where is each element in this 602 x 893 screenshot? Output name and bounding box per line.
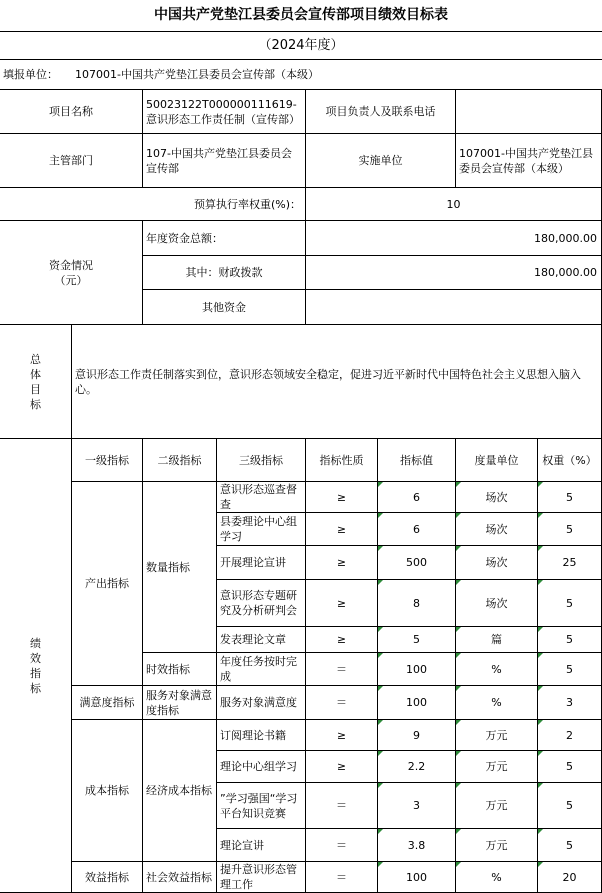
indicator-weight: 5 bbox=[538, 513, 602, 546]
indicator-op: ＝ bbox=[306, 686, 378, 720]
indicator-weight: 2 bbox=[538, 720, 602, 751]
indicator-weight: 5 bbox=[538, 580, 602, 627]
header-lvl3: 三级指标 bbox=[217, 439, 306, 482]
indicator-op: ＝ bbox=[306, 783, 378, 829]
indicator-name: 发表理论文章 bbox=[217, 627, 306, 653]
indicator-unit: 万元 bbox=[456, 829, 538, 862]
goal-label: 总 体 目 标 bbox=[0, 325, 72, 439]
lvl1-cost: 成本指标 bbox=[72, 720, 143, 862]
indicator-op: ≥ bbox=[306, 751, 378, 783]
indicator-unit: 场次 bbox=[456, 482, 538, 513]
indicator-weight: 5 bbox=[538, 829, 602, 862]
indicator-unit: 篇 bbox=[456, 627, 538, 653]
header-nature: 指标性质 bbox=[306, 439, 378, 482]
filling-unit-label: 填报单位： bbox=[0, 59, 72, 90]
indicator-name: 县委理论中心组学习 bbox=[217, 513, 306, 546]
lvl2-quantity: 数量指标 bbox=[143, 482, 217, 653]
lvl2-service-satisfaction: 服务对象满意度指标 bbox=[143, 686, 217, 720]
perf-label: 绩 效 指 标 bbox=[0, 439, 72, 893]
impl-value: 107001-中国共产党垫江县委员会宣传部（本级） bbox=[456, 134, 602, 188]
indicator-val: 8 bbox=[378, 580, 456, 627]
filling-unit-value: 107001-中国共产党垫江县委员会宣传部（本级） bbox=[72, 59, 602, 90]
indicator-val: 100 bbox=[378, 653, 456, 686]
indicator-op: ≥ bbox=[306, 546, 378, 580]
budget-rate-label: 预算执行率权重(%)： bbox=[0, 188, 306, 221]
indicator-unit: % bbox=[456, 686, 538, 720]
indicator-name: 理论中心组学习 bbox=[217, 751, 306, 783]
indicator-name: 理论宣讲 bbox=[217, 829, 306, 862]
indicator-name: 开展理论宣讲 bbox=[217, 546, 306, 580]
dept-value: 107-中国共产党垫江县委员会宣传部 bbox=[143, 134, 306, 188]
indicator-unit: 万元 bbox=[456, 783, 538, 829]
header-lvl1: 一级指标 bbox=[72, 439, 143, 482]
indicator-name: 意识形态巡查督查 bbox=[217, 482, 306, 513]
indicator-name: 年度任务按时完成 bbox=[217, 653, 306, 686]
indicator-op: ≥ bbox=[306, 513, 378, 546]
indicator-name: 订阅理论书籍 bbox=[217, 720, 306, 751]
indicator-op: ＝ bbox=[306, 862, 378, 893]
header-lvl2: 二级指标 bbox=[143, 439, 217, 482]
funds-fiscal-value: 180,000.00 bbox=[306, 256, 602, 290]
indicator-op: ≥ bbox=[306, 627, 378, 653]
lvl1-output: 产出指标 bbox=[72, 482, 143, 686]
indicator-unit: 万元 bbox=[456, 720, 538, 751]
indicator-val: 2.2 bbox=[378, 751, 456, 783]
indicator-unit: 场次 bbox=[456, 580, 538, 627]
dept-label: 主管部门 bbox=[0, 134, 143, 188]
lvl1-benefit: 效益指标 bbox=[72, 862, 143, 893]
indicator-unit: 万元 bbox=[456, 751, 538, 783]
indicator-weight: 5 bbox=[538, 627, 602, 653]
lvl2-social-benefit: 社会效益指标 bbox=[143, 862, 217, 893]
indicator-val: 500 bbox=[378, 546, 456, 580]
header-unit: 度量单位 bbox=[456, 439, 538, 482]
lvl2-timeliness: 时效指标 bbox=[143, 653, 217, 686]
table-title: 中国共产党垫江县委员会宣传部项目绩效目标表 bbox=[0, 0, 602, 32]
indicator-weight: 25 bbox=[538, 546, 602, 580]
indicator-weight: 3 bbox=[538, 686, 602, 720]
contact-value bbox=[456, 90, 602, 134]
indicator-unit: 场次 bbox=[456, 546, 538, 580]
indicator-op: ＝ bbox=[306, 829, 378, 862]
project-name-label: 项目名称 bbox=[0, 90, 143, 134]
indicator-name: ”学习强国“学习平台知识竞赛 bbox=[217, 783, 306, 829]
indicator-name: 服务对象满意度 bbox=[217, 686, 306, 720]
indicator-val: 3.8 bbox=[378, 829, 456, 862]
indicator-name: 提升意识形态管理工作 bbox=[217, 862, 306, 893]
budget-rate-value: 10 bbox=[306, 188, 602, 221]
indicator-unit: 场次 bbox=[456, 513, 538, 546]
project-name-value: 50023122T000000111619-意识形态工作责任制（宣传部） bbox=[143, 90, 306, 134]
funds-total-value: 180,000.00 bbox=[306, 221, 602, 256]
indicator-val: 6 bbox=[378, 513, 456, 546]
funds-label: 资金情况 （元） bbox=[0, 221, 143, 325]
indicator-weight: 5 bbox=[538, 783, 602, 829]
indicator-weight: 20 bbox=[538, 862, 602, 893]
indicator-val: 3 bbox=[378, 783, 456, 829]
indicator-op: ≥ bbox=[306, 580, 378, 627]
lvl2-economic-cost: 经济成本指标 bbox=[143, 720, 217, 862]
header-weight: 权重（%） bbox=[538, 439, 602, 482]
indicator-val: 6 bbox=[378, 482, 456, 513]
header-value: 指标值 bbox=[378, 439, 456, 482]
goal-text: 意识形态工作责任制落实到位，意识形态领域安全稳定，促进习近平新时代中国特色社会主义思想入脑入心。 bbox=[72, 325, 602, 439]
table-year: （2024年度） bbox=[258, 38, 344, 53]
contact-label: 项目负责人及联系电话 bbox=[306, 90, 456, 134]
funds-total-label: 年度资金总额： bbox=[143, 221, 306, 256]
funds-other-value bbox=[306, 290, 602, 325]
indicator-unit: % bbox=[456, 653, 538, 686]
funds-fiscal-label: 其中：财政拨款 bbox=[143, 256, 306, 290]
indicator-unit: % bbox=[456, 862, 538, 893]
indicator-op: ＝ bbox=[306, 653, 378, 686]
lvl1-satisfaction: 满意度指标 bbox=[72, 686, 143, 720]
indicator-op: ≥ bbox=[306, 720, 378, 751]
indicator-weight: 5 bbox=[538, 653, 602, 686]
funds-other-label: 其他资金 bbox=[143, 290, 306, 325]
indicator-op: ≥ bbox=[306, 482, 378, 513]
indicator-weight: 5 bbox=[538, 482, 602, 513]
indicator-name: 意识形态专题研究及分析研判会 bbox=[217, 580, 306, 627]
indicator-val: 100 bbox=[378, 686, 456, 720]
indicator-val: 9 bbox=[378, 720, 456, 751]
impl-label: 实施单位 bbox=[306, 134, 456, 188]
indicator-val: 5 bbox=[378, 627, 456, 653]
indicator-val: 100 bbox=[378, 862, 456, 893]
indicator-weight: 5 bbox=[538, 751, 602, 783]
